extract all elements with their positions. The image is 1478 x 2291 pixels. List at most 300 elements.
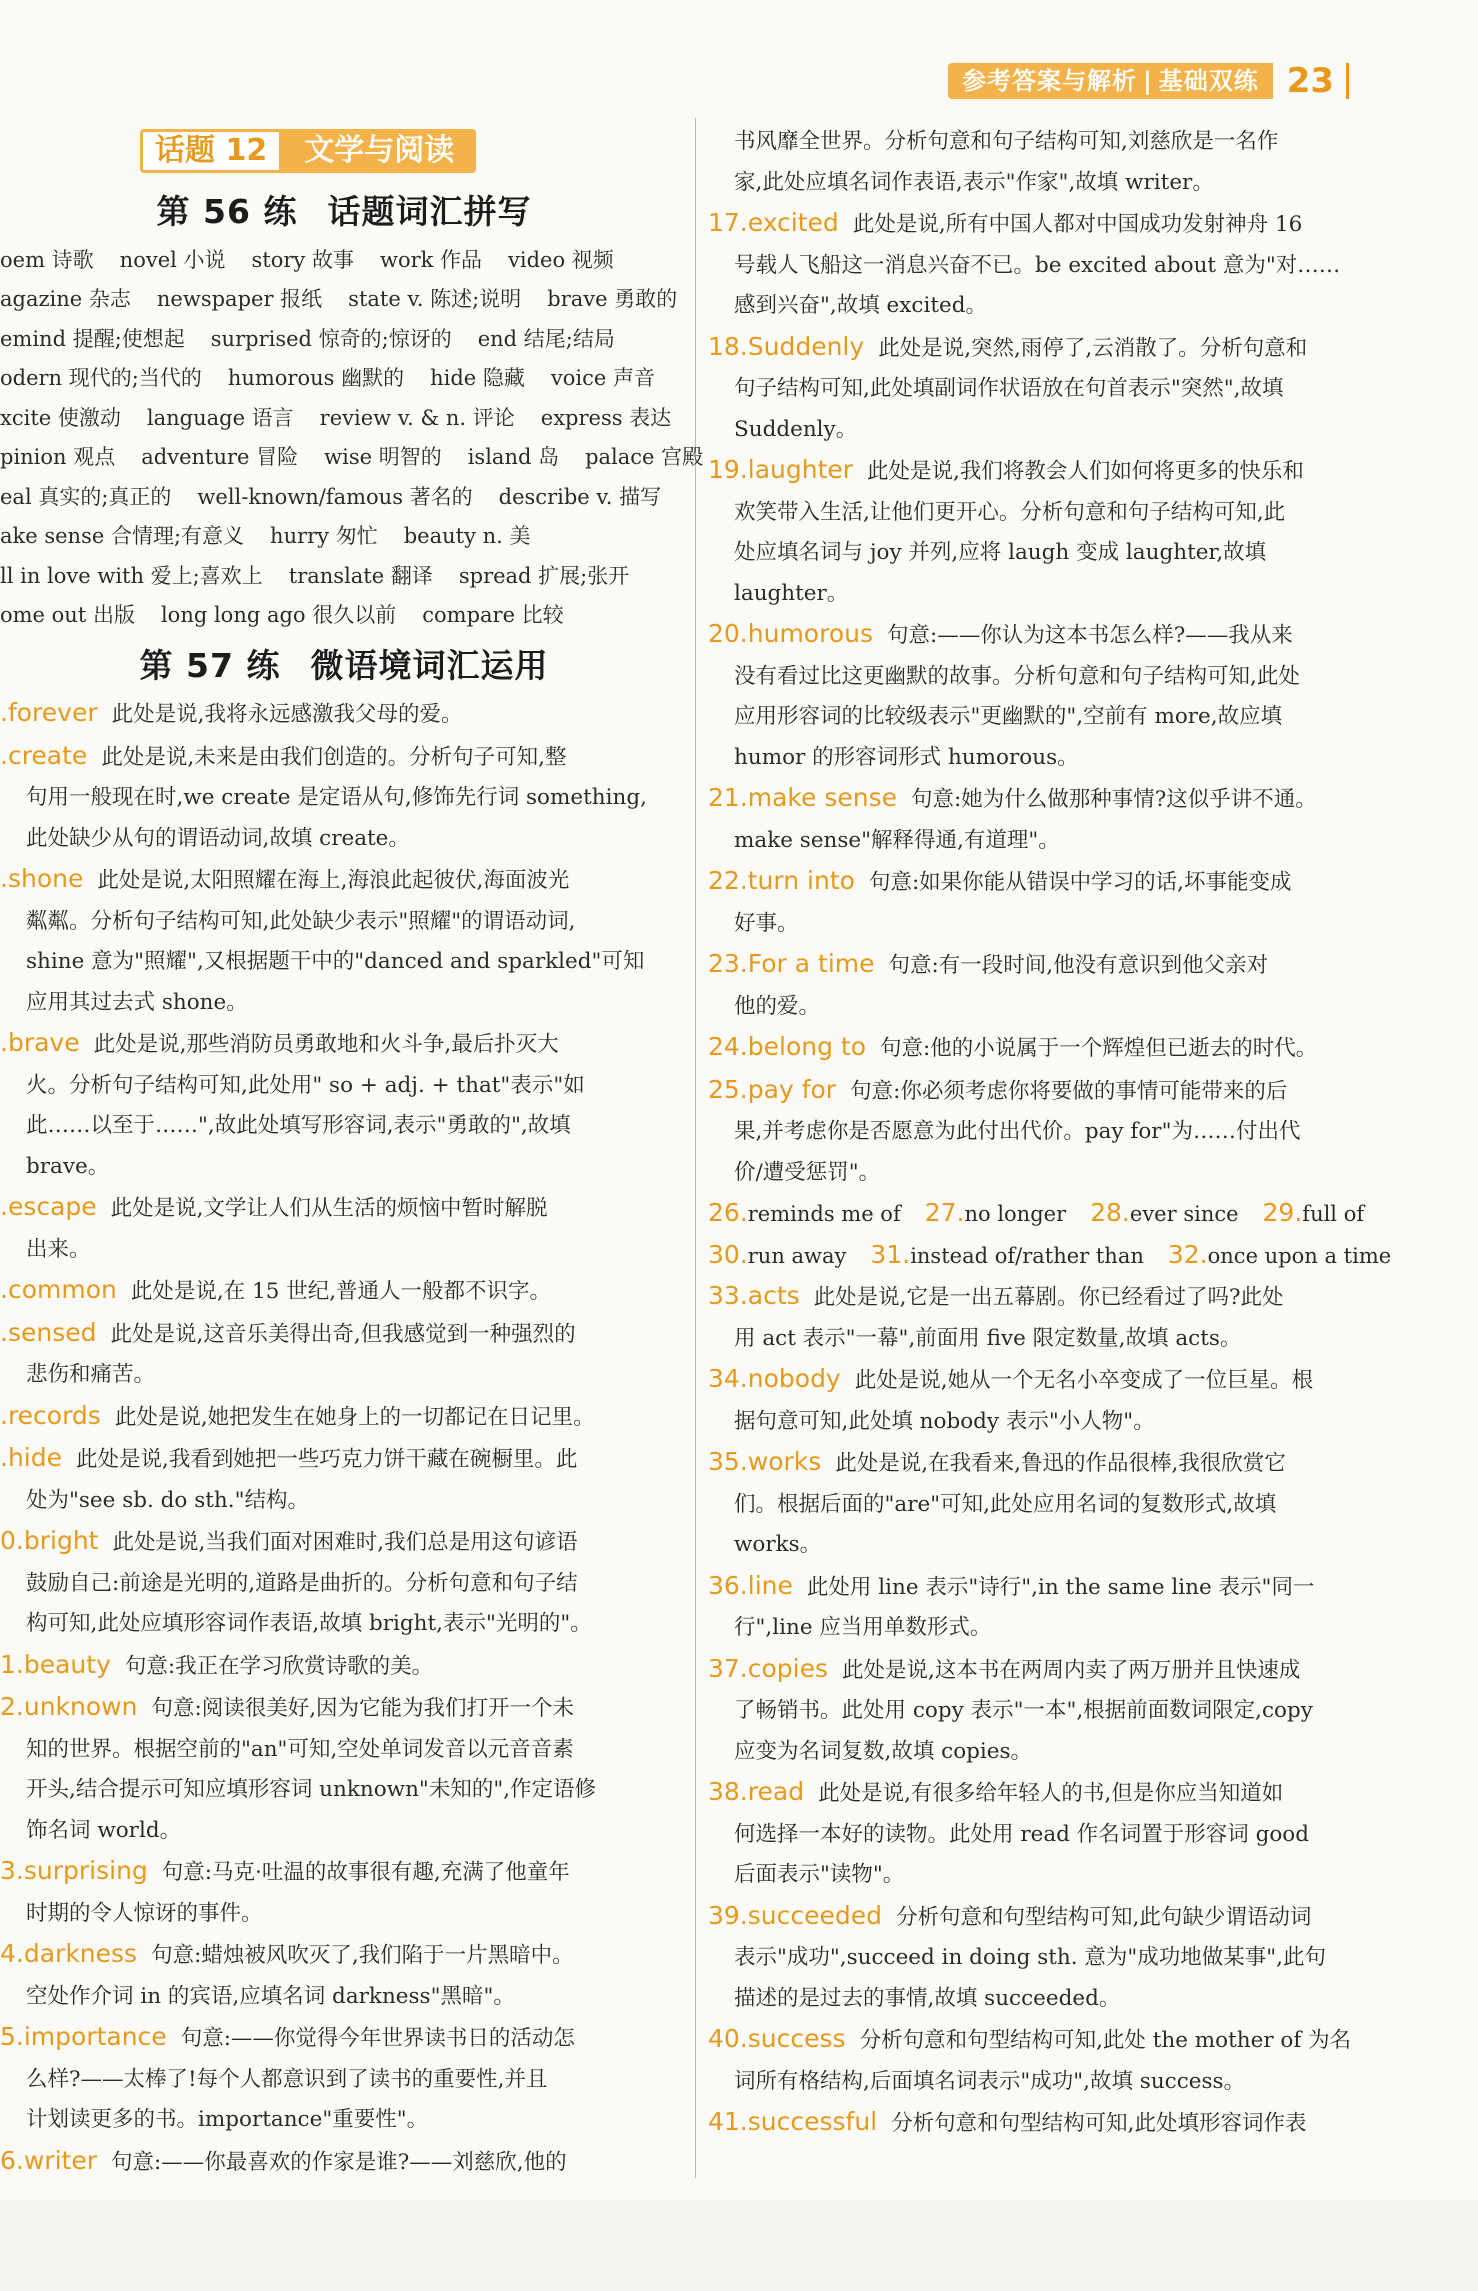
vocab-list <box>0 239 704 634</box>
inline-answer-text: no longer <box>964 1202 1067 1226</box>
answer-line <box>708 533 1410 574</box>
answer-text: 句意:你必须考虑你将要做的事情可能带来的后 <box>850 1078 1288 1104</box>
answer-key: 25.pay for <box>708 1074 837 1104</box>
answer-text: 此处是说,在 15 世纪,普通人一般都不识字。 <box>130 1279 552 1304</box>
answer-line <box>0 2141 688 2184</box>
answer-item <box>708 203 1410 327</box>
answer-item <box>708 614 1410 778</box>
answer-line <box>0 1521 688 1564</box>
answer-text: 分析句意和句型结构可知,此处填形容词作表 <box>891 2111 1307 2136</box>
answer-line <box>708 1112 1410 1153</box>
answer-line <box>0 902 688 943</box>
vocab-item: eal 真实的;真正的 <box>0 484 172 509</box>
section-56-title <box>0 186 688 233</box>
vocab-item: island 岛 <box>467 445 560 470</box>
answer-text: 饰名词 world。 <box>26 1817 182 1843</box>
answer-key: 6.writer <box>0 2145 97 2175</box>
vocab-row <box>0 397 688 437</box>
answer-line <box>708 1153 1410 1194</box>
answer-line <box>708 163 1410 204</box>
answer-item <box>0 1438 688 1521</box>
vocab-item: compare 比较 <box>422 603 564 628</box>
answer-text: Suddenly。 <box>734 416 858 442</box>
vocab-item: ake sense 合情理;有意义 <box>0 524 245 549</box>
answer-key: 4.darkness <box>0 1939 138 1968</box>
topic-title: 文学与阅读 <box>282 129 476 173</box>
answer-line <box>708 1896 1410 1939</box>
vocab-item: ll in love with 爱上;喜欢上 <box>0 563 263 588</box>
answer-text: 此处是说,这本书在两周内卖了两万册并且快速成 <box>842 1657 1301 1683</box>
answer-text: 价/遭受惩罚"。 <box>734 1159 881 1185</box>
answer-text: 句意:蜡烛被风吹灭了,我们陷于一片黑暗中。 <box>151 1943 574 1968</box>
vocab-item: hide 隐藏 <box>430 366 525 391</box>
vocab-item: novel 小说 <box>119 247 226 272</box>
answer-line <box>0 1687 688 1730</box>
answer-key: .common <box>0 1275 117 1304</box>
answer-line <box>708 1608 1410 1649</box>
vocab-item: brave 勇敢的 <box>547 287 678 312</box>
answer-line <box>708 1772 1410 1815</box>
answer-line <box>708 1566 1410 1609</box>
answer-key: 18.Suddenly <box>708 331 865 361</box>
answer-key: 35.works <box>708 1447 822 1476</box>
vocab-item: end 结尾;结局 <box>477 326 615 351</box>
vocab-item: language 语言 <box>146 405 294 430</box>
answer-line <box>0 1106 688 1147</box>
vocab-item: oem 诗歌 <box>0 247 94 272</box>
answer-text: 句意:如果你能从错误中学习的话,坏事能变成 <box>868 870 1292 895</box>
answer-text: 句意:有一段时间,他没有意识到他父亲对 <box>888 953 1269 978</box>
inline-answer-sets <box>708 1193 1410 1276</box>
vocab-item: well-known/famous 著名的 <box>197 484 473 509</box>
answer-line <box>0 1645 688 1688</box>
answer-text: 后面表示"读物"。 <box>734 1862 905 1887</box>
answer-key: 17.excited <box>708 208 839 237</box>
vocab-row <box>0 239 688 279</box>
answer-text: 欢笑带入生活,让他们更开心。分析句意和句子结构可知,此 <box>734 499 1286 525</box>
answer-line <box>708 738 1410 779</box>
answer-text: 句子结构可知,此处填副词作状语放在句首表示"突然",故填 <box>734 376 1284 401</box>
answer-text: 了畅销书。此处用 copy 表示"一本",根据前面数词限定,copy <box>734 1698 1313 1723</box>
answer-item <box>708 1027 1410 1070</box>
answer-text: 描述的是过去的事情,故填 succeeded。 <box>734 1985 1121 2011</box>
answer-line <box>708 1938 1410 1979</box>
answer-item <box>0 1645 688 1688</box>
answer-line <box>0 1564 688 1605</box>
vocab-item: pinion 观点 <box>0 445 116 470</box>
answer-line <box>0 1730 688 1771</box>
inline-answer-number: 31. <box>870 1239 911 1269</box>
answer-item <box>708 1442 1410 1566</box>
vocab-row <box>0 516 688 556</box>
answer-line <box>0 1066 688 1107</box>
answer-line <box>0 1270 688 1313</box>
answer-item <box>0 2141 688 2184</box>
answer-text: 此处是说,突然,雨停了,云消散了。分析句意和 <box>878 335 1308 361</box>
answer-text: 分析句意和句型结构可知,此句缺少谓语动词 <box>896 1904 1312 1930</box>
answer-key: .records <box>0 1400 101 1430</box>
answer-text: 分析句意和句型结构可知,此处 the mother of 为名 <box>859 2028 1352 2053</box>
answer-item <box>708 778 1410 861</box>
answer-item <box>708 1772 1410 1896</box>
answer-item <box>0 1270 688 1313</box>
vocab-item: work 作品 <box>379 247 483 272</box>
answer-text: 粼粼。分析句子结构可知,此处缺少表示"照耀"的谓语动词, <box>26 908 576 934</box>
answer-text: 此处用 line 表示"诗行",in the same line 表示"同一 <box>806 1574 1315 1600</box>
answer-item <box>708 1276 1410 1359</box>
vocab-row <box>0 555 688 595</box>
answer-line <box>708 2019 1410 2062</box>
answer-text: 火。分析句子结构可知,此处用" so + adj. + that"表示"如 <box>26 1072 585 1098</box>
answer-line <box>708 657 1410 698</box>
left-answer-list <box>0 693 688 2183</box>
vocab-item: voice 声音 <box>550 366 655 391</box>
answer-text: shine 意为"照耀",又根据题干中的"danced and sparkled"可知 <box>26 949 645 974</box>
answer-line <box>708 1855 1410 1896</box>
answer-item <box>0 1396 688 1439</box>
answer-text: 开头,结合提示可知应填形容词 unknown"未知的",作定语修 <box>26 1777 597 1802</box>
answer-line <box>708 1442 1410 1485</box>
inline-answer <box>870 1239 1144 1269</box>
answer-line <box>708 614 1410 657</box>
answer-key: .create <box>0 740 88 770</box>
answer-text: 处应填名词与 joy 并列,应将 laugh 变成 laughter,故填 <box>734 540 1267 565</box>
vocab-item: beauty n. 美 <box>403 524 531 549</box>
answer-item <box>0 1851 688 1934</box>
answer-line <box>0 1811 688 1852</box>
answer-text: 么样?——太棒了!每个人都意识到了读书的重要性,并且 <box>26 2066 548 2092</box>
answer-text: make sense"解释得通,有道理"。 <box>734 827 1060 853</box>
answer-item <box>0 693 688 736</box>
answer-key: .escape <box>0 1192 97 1221</box>
answer-line <box>708 1402 1410 1443</box>
right-answer-list-bottom <box>708 1276 1410 2145</box>
answer-item <box>0 1934 688 2017</box>
answer-line <box>708 327 1410 370</box>
answer-line <box>0 1604 688 1645</box>
answer-line <box>0 1851 688 1894</box>
inline-answer <box>708 1239 847 1269</box>
answer-text: 此处是说,所有中国人都对中国成功发射神舟 16 <box>852 212 1303 237</box>
answer-item <box>0 1187 688 1270</box>
vocab-item: odern 现代的;当代的 <box>0 366 202 391</box>
section-57-number: 第 57 练 <box>139 646 281 685</box>
answer-key: 20.humorous <box>708 619 873 648</box>
inline-answer-text: once upon a time <box>1207 1243 1392 1268</box>
answer-text: 好事。 <box>734 910 799 936</box>
answer-line <box>708 410 1410 451</box>
answer-line <box>708 697 1410 738</box>
answer-line <box>0 1230 688 1271</box>
answer-item <box>708 1070 1410 1194</box>
answer-text: 应变为名词复数,故填 copies。 <box>734 1738 1033 1764</box>
answer-line <box>0 859 688 902</box>
answer-text: 此处是说,在我看来,鲁迅的作品很棒,我很欣赏它 <box>835 1451 1286 1476</box>
header-part2: 基础双练 <box>1158 67 1259 95</box>
answer-item <box>708 861 1410 944</box>
answer-text: 空处作介词 in 的宾语,应填名词 darkness"黑暗"。 <box>26 1983 515 2009</box>
answer-key: 23.For a time <box>708 949 875 978</box>
answer-line <box>708 369 1410 410</box>
section-57-title <box>0 640 688 687</box>
answer-text: 此处是说,太阳照耀在海上,海浪此起彼伏,海面波光 <box>97 868 570 893</box>
answer-line <box>0 1438 688 1481</box>
vocab-item: agazine 杂志 <box>0 287 131 312</box>
vocab-row <box>0 595 688 635</box>
inline-answer <box>1167 1239 1392 1269</box>
inline-answer-row <box>708 1193 1410 1235</box>
answer-line <box>0 1023 688 1066</box>
answer-text: 应用其过去式 shone。 <box>26 989 248 1015</box>
answer-line <box>708 1732 1410 1773</box>
inline-answer <box>1090 1198 1239 1227</box>
answer-key: 38.read <box>708 1777 805 1806</box>
answer-line <box>708 122 1410 163</box>
answer-key: .sensed <box>0 1317 97 1347</box>
answer-text: 书风靡全世界。分析句意和句子结构可知,刘慈欣是一名作 <box>734 129 1279 154</box>
answer-key: 5.importance <box>0 2022 167 2051</box>
section-57-subtitle: 微语境词汇运用 <box>310 646 549 685</box>
inline-answer-number: 28. <box>1090 1198 1130 1227</box>
left-column <box>0 122 704 2183</box>
answer-text: 此处缺少从句的谓语动词,故填 create。 <box>26 825 410 851</box>
answer-key: 37.copies <box>708 1653 829 1683</box>
answer-key: 2.unknown <box>0 1692 138 1721</box>
answer-item <box>708 1359 1410 1442</box>
answer-key: 19.laughter <box>708 455 854 484</box>
vocab-item: emind 提醒;使想起 <box>0 326 185 351</box>
answer-text: 此处是说,她从一个无名小卒变成了一位巨星。根 <box>854 1368 1314 1393</box>
answer-key: .shone <box>0 864 84 893</box>
answer-key: 0.bright <box>0 1526 99 1555</box>
inline-answer-text: full of <box>1302 1202 1365 1226</box>
inline-answer-text: instead of/rather than <box>910 1243 1144 1268</box>
answer-line <box>708 944 1410 987</box>
answer-text: 句意:——你认为这本书怎么样?——我从来 <box>887 623 1293 648</box>
answer-line <box>708 1485 1410 1526</box>
inline-answer <box>708 1198 901 1227</box>
answer-line <box>708 574 1410 615</box>
answer-line <box>0 819 688 860</box>
answer-line <box>0 1313 688 1356</box>
answer-text: 没有看过比这更幽默的故事。分析句意和句子结构可知,此处 <box>734 663 1300 689</box>
vocab-item: describe v. 描写 <box>498 484 662 509</box>
answer-line <box>0 1894 688 1935</box>
answer-text: 他的爱。 <box>734 993 821 1019</box>
answer-text: 词所有格结构,后面填名词表示"成功",故填 success。 <box>734 2068 1246 2094</box>
inline-answer-text: reminds me of <box>747 1202 901 1226</box>
answer-line <box>708 286 1410 327</box>
vocab-item: ome out 出版 <box>0 603 135 628</box>
bottom-margin <box>0 2200 1478 2291</box>
vocab-row <box>0 358 688 398</box>
answer-text: 此处是说,我将永远感激我父母的爱。 <box>111 702 463 727</box>
vocab-item: video 视频 <box>508 247 614 272</box>
answer-text: works。 <box>734 1532 822 1557</box>
page-bracket <box>1340 63 1349 99</box>
vocab-row <box>0 437 704 477</box>
answer-line <box>0 983 688 1024</box>
answer-text: 家,此处应填名词作表语,表示"作家",故填 writer。 <box>734 169 1214 195</box>
vocab-item: spread 扩展;张开 <box>458 563 630 588</box>
answer-text: 此处是说,那些消防员勇敢地和火斗争,最后扑灭大 <box>93 1032 559 1057</box>
inline-answer-row <box>708 1235 1410 1277</box>
right-answer-list-top <box>708 122 1410 1193</box>
vocab-item: hurry 匆忙 <box>270 524 378 549</box>
answer-item <box>708 1566 1410 1649</box>
answer-text: 此……以至于……",故此处填写形容词,表示"勇敢的",故填 <box>26 1113 571 1138</box>
answer-text: 据句意可知,此处填 nobody 表示"小人物"。 <box>734 1408 1155 1434</box>
answer-text: 句意:阅读很美好,因为它能为我们打开一个未 <box>151 1696 575 1721</box>
vocab-item: surprised 惊奇的;惊讶的 <box>210 326 452 351</box>
answer-text: 句意:——你觉得今年世界读书日的活动怎 <box>180 2026 575 2051</box>
vocab-item: humorous 幽默的 <box>227 366 405 391</box>
answer-text: 用 act 表示"一幕",前面用 five 限定数量,故填 acts。 <box>734 1325 1242 1351</box>
answer-key: 21.make sense <box>708 783 898 812</box>
answer-text: 悲伤和痛苦。 <box>26 1362 156 1387</box>
vocab-item: newspaper 报纸 <box>156 287 323 312</box>
answer-line <box>0 693 688 736</box>
answer-text: 应用形容词的比较级表示"更幽默的",空前有 more,故应填 <box>734 704 1283 729</box>
answer-key: 24.belong to <box>708 1032 867 1061</box>
answer-item <box>0 1521 688 1645</box>
inline-answer-number: 32. <box>1167 1239 1208 1269</box>
answer-line <box>708 1319 1410 1360</box>
answer-text: 此处是说,未来是由我们创造的。分析句子可知,整 <box>101 744 567 770</box>
answer-line <box>708 1359 1410 1402</box>
answer-line <box>0 2017 688 2060</box>
answer-line <box>708 1027 1410 1070</box>
answer-text: 何选择一本好的读物。此处用 read 作名词置于形容词 good <box>734 1821 1310 1847</box>
answer-text: 构可知,此处应填形容词作表语,故填 bright,表示"光明的"。 <box>26 1611 592 1636</box>
answer-text: 计划读更多的书。importance"重要性"。 <box>26 2107 429 2132</box>
answer-key: 36.line <box>708 1570 793 1600</box>
answer-text: 此处是说,这音乐美得出奇,但我感觉到一种强烈的 <box>110 1321 576 1347</box>
answer-item <box>0 859 688 1023</box>
answer-key: .forever <box>0 698 98 727</box>
answer-line <box>708 778 1410 821</box>
answer-line <box>708 2062 1410 2103</box>
page-number: 23 <box>1286 61 1335 101</box>
answer-line <box>708 1979 1410 2020</box>
vocab-item: wise 明智的 <box>324 445 442 470</box>
answer-item <box>0 2017 688 2141</box>
answer-line <box>708 861 1410 904</box>
answer-text: 果,并考虑你是否愿意为此付出代价。pay for"为……付出代 <box>734 1119 1301 1144</box>
answer-line <box>0 778 688 819</box>
answer-text: 行",line 应当用单数形式。 <box>734 1615 992 1640</box>
answer-text: 号载人飞船这一消息兴奋不已。be excited about 意为"对…… <box>734 252 1341 278</box>
section-56-number: 第 56 练 <box>156 192 298 231</box>
vocab-item: long long ago 很久以前 <box>160 603 397 628</box>
answer-text: 知的世界。根据空前的"an"可知,空处单词发音以元音音素 <box>26 1736 574 1762</box>
answer-line <box>708 987 1410 1028</box>
answer-text: brave。 <box>26 1153 110 1179</box>
answer-key: 41.successful <box>708 2107 878 2136</box>
answer-text: 处为"see sb. do sth."结构。 <box>26 1487 309 1513</box>
answer-text: 句意:他的小说属于一个辉煌但已逝去的时代。 <box>880 1036 1318 1061</box>
answer-line <box>0 1934 688 1977</box>
page-header <box>948 58 1408 104</box>
answer-text: 句意:——你最喜欢的作家是谁?——刘慈欣,他的 <box>111 2149 567 2175</box>
vocab-item: translate 翻译 <box>288 563 433 588</box>
answer-item <box>708 450 1410 614</box>
answer-item <box>0 736 688 860</box>
vocab-row <box>0 476 688 516</box>
vocab-item: state v. 陈述;说明 <box>348 287 522 312</box>
answer-line <box>708 1070 1410 1113</box>
answer-key: .brave <box>0 1028 80 1057</box>
answer-line <box>708 1649 1410 1692</box>
answer-key: 34.nobody <box>708 1364 841 1393</box>
answer-line <box>708 821 1410 862</box>
answer-item <box>708 1649 1410 1773</box>
answer-line <box>708 904 1410 945</box>
vocab-item: review v. & n. 评论 <box>319 405 515 430</box>
answer-line <box>0 942 688 983</box>
vocab-item: story 故事 <box>251 247 354 272</box>
answer-item <box>0 1687 688 1851</box>
answer-text: 此处是说,有很多给年轻人的书,但是你应当知道如 <box>818 1781 1284 1806</box>
answer-text: 句意:我正在学习欣赏诗歌的美。 <box>124 1653 434 1679</box>
answer-line <box>708 2102 1410 2145</box>
answer-item <box>708 944 1410 1027</box>
vocab-row <box>0 318 688 358</box>
answer-key: 33.acts <box>708 1281 800 1310</box>
answer-text: 此处是说,我看到她把一些巧克力饼干藏在碗橱里。此 <box>76 1447 578 1472</box>
answer-item <box>0 1313 688 1396</box>
answer-text: 此处是说,当我们面对困难时,我们总是用这句谚语 <box>112 1530 578 1555</box>
inline-answer-number: 27. <box>924 1198 965 1227</box>
column-divider <box>695 118 696 2178</box>
vocab-item: xcite 使激动 <box>0 405 121 430</box>
answer-line <box>0 1147 688 1188</box>
answer-text: 鼓励自己:前途是光明的,道路是曲折的。分析句意和句子结 <box>26 1570 578 1596</box>
answer-key: .hide <box>0 1443 62 1472</box>
answer-text: 表示"成功",succeed in doing sth. 意为"成功地做某事",此句 <box>734 1945 1327 1970</box>
inline-answer-number: 26. <box>708 1198 748 1227</box>
answer-item <box>0 1023 688 1187</box>
answer-text: 感到兴奋",故填 excited。 <box>734 293 987 318</box>
answer-key: 39.succeeded <box>708 1900 882 1930</box>
answer-text: 们。根据后面的"are"可知,此处应用名词的复数形式,故填 <box>734 1491 1277 1517</box>
answer-key: 1.beauty <box>0 1649 111 1679</box>
answer-line <box>0 1770 688 1811</box>
inline-answer <box>1262 1198 1365 1227</box>
answer-item <box>708 2102 1410 2145</box>
answer-line <box>708 450 1410 493</box>
answer-key: 22.turn into <box>708 866 855 895</box>
inline-answer-text: ever since <box>1129 1202 1239 1226</box>
answer-line <box>0 2060 688 2101</box>
answer-key: 40.success <box>708 2024 846 2053</box>
answer-text: laughter。 <box>734 580 849 606</box>
answer-item <box>708 327 1410 451</box>
vocab-item: palace 宫殿 <box>585 445 704 470</box>
vocab-item: adventure 冒险 <box>141 445 299 470</box>
header-label: 参考答案与解析 | 基础双练 <box>948 63 1273 99</box>
inline-answer-number: 30. <box>708 1239 748 1269</box>
right-column <box>708 122 1410 2145</box>
answer-text: 时期的令人惊讶的事件。 <box>26 1900 263 1926</box>
answer-item <box>708 122 1410 203</box>
topic-number: 话题 12 <box>140 129 282 173</box>
inline-answer-text: run away <box>747 1243 847 1268</box>
answer-text: 句意:马克·吐温的故事很有趣,充满了他童年 <box>161 1860 570 1885</box>
answer-item <box>708 1896 1410 2020</box>
answer-text: 此处是说,文学让人们从生活的烦恼中暂时解脱 <box>110 1196 548 1221</box>
answer-key: 3.surprising <box>0 1856 148 1885</box>
